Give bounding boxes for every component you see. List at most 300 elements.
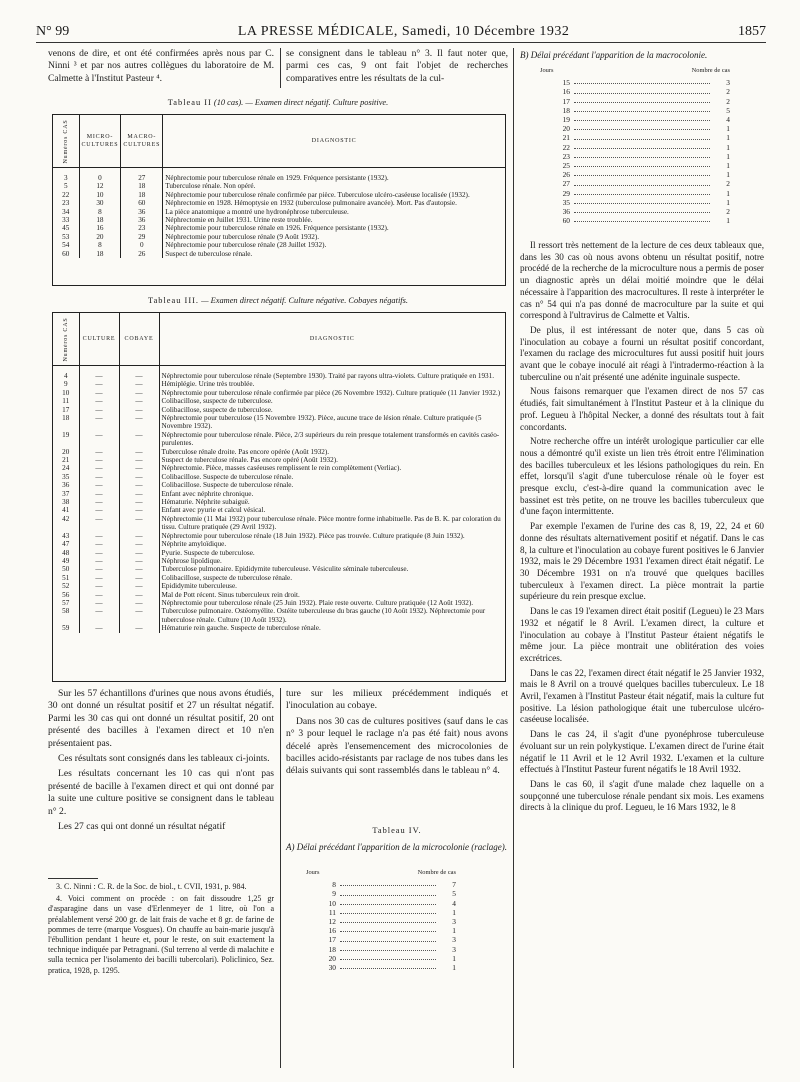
value-cell: 4 xyxy=(53,365,79,380)
list-item xyxy=(540,133,730,142)
diagnosis-cell: Mal de Pott récent. Sinus tuberculeux rein droit. xyxy=(161,590,300,599)
value-cell: 34 xyxy=(53,208,79,216)
value-cell: — xyxy=(79,506,119,514)
table-row xyxy=(53,464,505,472)
cases-value: 5 xyxy=(452,889,456,899)
column-rule xyxy=(513,48,514,1068)
table-row xyxy=(53,599,505,607)
leader-dots xyxy=(574,97,710,103)
paragraph: 3. C. Ninni : C. R. de la Soc. de biol., t. CVII, 1931, p. 984. xyxy=(56,882,247,891)
diagnosis-cell: Néphrose lipoïdique. xyxy=(161,556,222,565)
table4-a-title: A) Délai précédant l'apparition de la microcolonie (raclage). xyxy=(286,842,508,852)
diagnosis-cell: Colibacillose, suspecte de tuberculose. xyxy=(161,405,273,414)
leader-dots xyxy=(340,917,436,923)
value-cell: 18 xyxy=(79,250,121,258)
list-item xyxy=(306,908,456,917)
value-cell: 43 xyxy=(53,532,79,540)
list-item xyxy=(306,954,456,963)
table-row xyxy=(53,406,505,414)
leader-dots xyxy=(340,963,436,969)
value-cell: 10 xyxy=(53,389,79,397)
paragraph: Sur les 57 échantillons d'urines que nous avons étudiés, 30 ont donné un résultat positif et 27 un résultat négatif. Parmi les 30 cas qui ont donné un résultat positif, 20 ont présenté des bacilles à l'examen direct et 10 n'en présentaient pas. xyxy=(48,688,274,749)
value-cell: — xyxy=(79,607,119,624)
paragraph: De plus, il est intéressant de noter que, dans 5 cas où l'inoculation au cobaye a fourni un résultat positif concordant, l'examen du raclage des microcultures fut aussi positif huit jours avant que le cobaye inoculé ait réagi à l'intradermo-réaction à la tuberculine ou n'ait présenté une adénite inguinale suspecte. xyxy=(520,324,764,382)
col-cases: Nombre de cas xyxy=(691,67,730,74)
column-header: MICRO-CULTURES xyxy=(79,115,121,167)
value-cell: 53 xyxy=(53,233,79,241)
leader-dots xyxy=(574,87,710,93)
days-value: 30 xyxy=(328,963,336,973)
table-row xyxy=(53,490,505,498)
value-cell: 12 xyxy=(79,182,121,190)
paragraph: venons de dire, et ont été confirmées après nous par C. Ninni ³ et par nos autres collègues du laboratoire de M. Calmette à l'Institut Pasteur ⁴. xyxy=(48,48,274,84)
value-cell: — xyxy=(79,582,119,590)
diagnosis-cell: Néphrite amyloïdique. xyxy=(161,540,227,549)
page-number: 1857 xyxy=(738,24,766,39)
paragraph: Nous faisons remarquer que l'examen direct de nos 57 cas étudiés, fait simultanément à l'Institut Pasteur et à la clinique du prof. Legueu à l'hôpital Necker, a donné des résultats tout à fait concordants. xyxy=(520,386,764,432)
table-row xyxy=(53,241,505,249)
diagnosis-cell: Néphrectomie (11 Mai 1932) pour tuberculose rénale. Pièce montre forme inhabituelle. Pas de B. K. par coloration du tissu. Culture pratiquée (29 Avril 1932). xyxy=(161,514,501,532)
cases-value: 1 xyxy=(452,926,456,936)
leader-dots xyxy=(340,899,436,905)
list-item xyxy=(306,945,456,954)
value-cell: — xyxy=(79,414,119,431)
cases-value: 3 xyxy=(452,944,456,954)
value-cell: 60 xyxy=(121,199,163,207)
value-cell: 59 xyxy=(53,624,79,632)
value-cell: 18 xyxy=(79,216,121,224)
diagnosis-cell: Néphrectomie. Pièce, masses caséeuses remplissent le rein complètement (Verliac). xyxy=(161,464,402,473)
diagnosis-cell: Néphrectomie pour tuberculose rénale (18 Juin 1932). Pièce pas trouvée. Culture pratiquée (8 Juin 1932). xyxy=(161,531,465,540)
list-item xyxy=(540,161,730,170)
bottom-mid-text xyxy=(286,688,508,781)
value-cell: 52 xyxy=(53,582,79,590)
value-cell: — xyxy=(79,540,119,548)
cases-value: 4 xyxy=(452,898,456,908)
list-item xyxy=(306,899,456,908)
diagnosis-cell: Tuberculose pulmonaire. Ostéomyélite. Ostéite tuberculeuse du bras gauche (10 Août 1932). Néphrectomie pour tuberculose rénale. Culture (10 Août 1932). xyxy=(161,607,486,624)
table4-a-list xyxy=(306,868,456,972)
table-row xyxy=(53,557,505,565)
value-cell: — xyxy=(79,565,119,573)
column-rule xyxy=(280,688,281,1068)
value-cell: 33 xyxy=(53,216,79,224)
value-cell: — xyxy=(119,498,159,506)
list-item xyxy=(306,889,456,898)
diagnosis-cell: Colibacillose, suspecte de tuberculose. xyxy=(161,397,273,406)
leader-dots xyxy=(574,179,710,185)
footnotes xyxy=(48,882,274,978)
diagnosis-cell: Hématurie rein gauche. Suspecte de tuberculose rénale. xyxy=(161,624,321,633)
list-item xyxy=(540,216,730,225)
diagnosis-cell: Tuberculose rénale. Non opéré. xyxy=(165,182,256,191)
bottom-left-text xyxy=(48,688,274,836)
diagnosis-cell: Tuberculose pulmonaire. Epididymite tuberculeuse. Vésiculite séminale tuberculeuse. xyxy=(161,565,409,574)
leader-dots xyxy=(574,152,710,158)
cases-value: 3 xyxy=(726,78,730,88)
cases-value: 1 xyxy=(452,907,456,917)
diagnosis-cell: Néphrectomie pour tuberculose (15 Novembre 1932). Pièce, aucune trace de lésion rénale. Culture pratiquée (5 Novembre 1932). xyxy=(161,414,482,431)
value-cell: 23 xyxy=(121,224,163,232)
col-days: Jours xyxy=(540,67,554,74)
value-cell: — xyxy=(79,448,119,456)
caption-label: Tableau II xyxy=(167,98,212,107)
table4-b-title: B) Délai précédant l'apparition de la macrocolonie. xyxy=(520,50,708,60)
value-cell: — xyxy=(79,380,119,388)
value-cell: — xyxy=(79,498,119,506)
value-cell: — xyxy=(119,389,159,397)
value-cell: 60 xyxy=(53,250,79,258)
days-value: 16 xyxy=(562,87,570,97)
value-cell: 0 xyxy=(79,167,121,182)
value-cell: — xyxy=(79,365,119,380)
days-value: 8 xyxy=(332,880,336,890)
cases-value: 5 xyxy=(726,105,730,115)
value-cell: 30 xyxy=(79,199,121,207)
value-cell: — xyxy=(119,607,159,624)
value-cell: 36 xyxy=(121,208,163,216)
value-cell: — xyxy=(79,481,119,489)
caption-count: (10 cas). xyxy=(213,98,244,107)
days-value: 9 xyxy=(332,889,336,899)
days-value: 29 xyxy=(562,188,570,198)
days-value: 36 xyxy=(562,207,570,217)
value-cell: 58 xyxy=(53,607,79,624)
caption-label: Tableau IV. xyxy=(372,826,422,835)
cases-value: 2 xyxy=(726,96,730,106)
value-cell: — xyxy=(119,380,159,388)
diagnosis-cell: La pièce anatomique a montré une hydronéphrose tuberculeuse. xyxy=(165,207,349,216)
value-cell: 23 xyxy=(53,199,79,207)
diagnosis-cell: Hémiplégie. Urine très troublée. xyxy=(161,380,255,389)
days-value: 17 xyxy=(328,935,336,945)
value-cell: — xyxy=(119,464,159,472)
value-cell: — xyxy=(119,582,159,590)
column-header: DIAGNOSTIC xyxy=(159,313,505,365)
column-header: COBAYE xyxy=(119,313,159,365)
value-cell: — xyxy=(79,473,119,481)
value-cell: — xyxy=(119,599,159,607)
value-cell: 9 xyxy=(53,380,79,388)
page-header xyxy=(36,18,766,43)
value-cell: 21 xyxy=(53,456,79,464)
diagnosis-cell: Néphrectomie pour tuberculose rénale confirmée par pièce. Tuberculose ulcéro-caséeuse localisée (1932). xyxy=(165,190,470,199)
list-item xyxy=(540,106,730,115)
list-item xyxy=(540,143,730,152)
leader-dots xyxy=(340,954,436,960)
value-cell: 45 xyxy=(53,224,79,232)
value-cell: — xyxy=(119,397,159,405)
value-cell: 47 xyxy=(53,540,79,548)
table-row xyxy=(53,565,505,573)
value-cell: — xyxy=(119,406,159,414)
value-cell: — xyxy=(119,473,159,481)
days-value: 17 xyxy=(562,96,570,106)
paragraph: Ces résultats sont consignés dans les tableaux ci-joints. xyxy=(58,753,270,765)
days-value: 60 xyxy=(562,216,570,226)
value-cell: — xyxy=(119,591,159,599)
value-cell: 10 xyxy=(79,191,121,199)
table-row xyxy=(53,456,505,464)
table-row xyxy=(53,224,505,232)
caption-title: — Examen direct négatif. Culture négative. Cobayes négatifs. xyxy=(201,296,408,305)
table3 xyxy=(52,312,506,682)
list-item xyxy=(540,152,730,161)
table-row xyxy=(53,233,505,241)
top-left-text xyxy=(48,48,274,88)
leader-dots xyxy=(574,189,710,195)
diagnosis-cell: Suspect de tuberculose rénale. Pas encore opéré (Août 1932). xyxy=(161,456,338,465)
value-cell: — xyxy=(119,490,159,498)
value-cell: — xyxy=(119,540,159,548)
value-cell: 50 xyxy=(53,565,79,573)
table-row xyxy=(53,431,505,448)
table-row xyxy=(53,506,505,514)
list-item xyxy=(540,170,730,179)
paragraph: 4. Voici comment on procède : on fait dissoudre 1,25 gr d'asparagine dans un vase d'Erlenmeyer de 1 litre, où l'on a préalablement versé 200 gr. de lait frais de vache et 8 gr. de farine de pommes de terre (marque Vosgues). On chauffe au bain-marie jusqu'à l'ébullition pendant 1 heure et, pour le reste, on suit exactement la technique indiquée par Petragnani. (Sul terreno al verde di malachite e sulla tecnica per l'isolamento dei bacilli tubercolari). Policlinico, Sez. pratica, 1928, p. 1295. xyxy=(48,894,274,975)
value-cell: — xyxy=(79,599,119,607)
days-value: 19 xyxy=(562,115,570,125)
value-cell: — xyxy=(119,365,159,380)
table2 xyxy=(52,114,506,286)
table-row xyxy=(53,549,505,557)
value-cell: 41 xyxy=(53,506,79,514)
right-column-text xyxy=(520,240,764,817)
value-cell: 29 xyxy=(121,233,163,241)
footnote-rule xyxy=(48,878,98,879)
col-days: Jours xyxy=(306,869,320,876)
value-cell: 27 xyxy=(121,167,163,182)
days-value: 35 xyxy=(562,197,570,207)
days-value: 25 xyxy=(562,161,570,171)
days-value: 16 xyxy=(328,926,336,936)
list-item xyxy=(540,198,730,207)
table-row xyxy=(53,607,505,624)
table-row xyxy=(53,515,505,532)
paragraph: ture sur les milieux précédemment indiqués et l'inoculation au cobaye. xyxy=(286,688,508,712)
paragraph: Dans le cas 22, l'examen direct était négatif le 25 Janvier 1932, mais le 8 Avril on a trouvé quelques bacilles tuberculeux. Le 18 Avril, l'examen à l'Institut Pasteur était négatif, mais la culture fut positive. La lésion pathologique était une tuberculose ulcéro-caséeuse localisée. xyxy=(520,667,764,725)
table-row xyxy=(53,389,505,397)
col-cases: Nombre de cas xyxy=(417,869,456,876)
days-value: 11 xyxy=(328,907,336,917)
value-cell: 11 xyxy=(53,397,79,405)
diagnosis-cell: Néphrectomie pour tuberculose rénale. Pièce, 2/3 supérieurs du rein presque totalement transformés en cavités caséo-purulentes. xyxy=(161,430,500,448)
issue-number: N° 99 xyxy=(36,24,70,39)
leader-dots xyxy=(340,880,436,886)
days-value: 20 xyxy=(328,953,336,963)
value-cell: 36 xyxy=(121,216,163,224)
paragraph: se consignent dans le tableau n° 3. Il faut noter que, parmi ces cas, 9 ont fait l'objet de recherches comparatives entre les résultats de la cul- xyxy=(286,48,508,84)
value-cell: 3 xyxy=(53,167,79,182)
paragraph: Dans le cas 19 l'examen direct était positif (Legueu) le 23 Mars 1932 et négatif le 8 Avril. L'examen direct, la culture et l'inoculation au cobaye à l'Institut Pasteur étaient négatifs le même jour. La pièce montrait une oblitération des voies excrétrices. xyxy=(520,606,764,663)
cases-value: 1 xyxy=(726,197,730,207)
value-cell: 24 xyxy=(53,464,79,472)
diagnosis-cell: Néphrectomie en Juillet 1931. Urine reste troublée. xyxy=(165,216,313,224)
list-item xyxy=(540,124,730,133)
value-cell: — xyxy=(119,448,159,456)
paragraph: Dans le cas 60, il s'agit d'une malade chez laquelle on a soupçonné une tuberculose rénale pendant six mois. Les examens directs à la clinique du prof. Legueu, le 16 Mars 1932, le 8 xyxy=(520,778,764,813)
table-row xyxy=(53,191,505,199)
value-cell: — xyxy=(79,490,119,498)
cases-value: 1 xyxy=(726,142,730,152)
list-item xyxy=(540,87,730,96)
leader-dots xyxy=(574,207,710,213)
cases-value: 7 xyxy=(452,880,456,890)
cases-value: 1 xyxy=(726,161,730,171)
leader-dots xyxy=(574,106,710,112)
cases-value: 1 xyxy=(726,151,730,161)
value-cell: — xyxy=(119,549,159,557)
days-value: 22 xyxy=(562,142,570,152)
diagnosis-cell: Hématurie. Néphrite subaiguë. xyxy=(161,498,250,507)
diagnosis-cell: Néphrectomie pour tuberculose rénale en 1929. Fréquence persistante (1932). xyxy=(165,173,389,182)
value-cell: 49 xyxy=(53,557,79,565)
value-cell: — xyxy=(79,591,119,599)
value-cell: 22 xyxy=(53,191,79,199)
column-header: Numéros CAS xyxy=(53,313,79,365)
value-cell: — xyxy=(79,397,119,405)
cases-value: 2 xyxy=(726,87,730,97)
value-cell: — xyxy=(79,431,119,448)
caption-label: Tableau III. xyxy=(148,296,199,305)
diagnosis-cell: Enfant avec néphrite chronique. xyxy=(161,489,254,498)
paragraph: Notre recherche offre un intérêt urologique particulier car elle nous a démontré qu'il existe un lien très étroit entre l'élimination des bacilles tuberculeux et les lésions pathologiques du rein. En effet, lorsqu'il s'agit d'une tuberculose rénale où le foyer est presque exclu, c'est-à-dire quand la communication avec le bassinet est très petite, on ne trouve les bacilles tuberculeux que d'une façon intermittente. xyxy=(520,436,764,517)
table3-caption xyxy=(48,296,508,305)
table-row xyxy=(53,250,505,258)
days-value: 18 xyxy=(562,105,570,115)
value-cell: 56 xyxy=(53,591,79,599)
caption-title: — Examen direct négatif. Culture positive. xyxy=(245,98,389,107)
cases-value: 1 xyxy=(452,953,456,963)
table-row xyxy=(53,624,505,632)
value-cell: — xyxy=(79,464,119,472)
leader-dots xyxy=(574,161,710,167)
value-cell: — xyxy=(79,624,119,632)
value-cell: — xyxy=(79,406,119,414)
column-header: Numéros CAS xyxy=(53,115,79,167)
cases-value: 1 xyxy=(726,216,730,226)
paragraph: Dans le cas 24, il s'agit d'une pyonéphrose tuberculeuse évoluant sur un rein polykystique. L'examen direct de l'urine était négatif le 11 Avril et le 12 Avril 1932. L'examen et la culture effectués à l'Institut Pasteur furent négatifs le 18 Avril 1932. xyxy=(520,729,764,775)
value-cell: 8 xyxy=(79,208,121,216)
value-cell: 20 xyxy=(79,233,121,241)
list-item xyxy=(306,880,456,889)
days-value: 18 xyxy=(328,944,336,954)
table-row xyxy=(53,380,505,388)
value-cell: 37 xyxy=(53,490,79,498)
value-cell: 18 xyxy=(53,414,79,431)
leader-dots xyxy=(574,78,710,84)
column-header: MACRO-CULTURES xyxy=(121,115,163,167)
leader-dots xyxy=(574,143,710,149)
days-value: 27 xyxy=(562,179,570,189)
value-cell: — xyxy=(119,456,159,464)
table-row xyxy=(53,397,505,405)
leader-dots xyxy=(574,124,710,130)
table-row xyxy=(53,199,505,207)
list-item xyxy=(540,78,730,87)
value-cell: 18 xyxy=(121,191,163,199)
diagnosis-cell: Colibacillose. Suspecte de tuberculose rénale. xyxy=(161,472,294,481)
days-value: 10 xyxy=(328,898,336,908)
days-value: 20 xyxy=(562,124,570,134)
table-row xyxy=(53,448,505,456)
cases-value: 1 xyxy=(452,963,456,973)
value-cell: 48 xyxy=(53,549,79,557)
value-cell: 38 xyxy=(53,498,79,506)
table-row xyxy=(53,216,505,224)
value-cell: 54 xyxy=(53,241,79,249)
table4-caption xyxy=(286,826,508,835)
paragraph: Par exemple l'examen de l'urine des cas 8, 19, 22, 24 et 60 donne des résultats alternativement positif et négatif. Dans le cas 8, la culture et l'inoculation au cobaye furent positives le 6 Janvier 1932, mais le 29 Décembre 1931 l'examen direct était négatif. Le 30 Décembre 1931 on n'a trouvé que quelques bacilles tuberculeux à l'examen direct. La pièce montrait la partie supérieure du rein presque exclue. xyxy=(520,521,764,602)
table-row xyxy=(53,574,505,582)
leader-dots xyxy=(574,198,710,204)
diagnosis-cell: Tuberculose rénale droite. Pas encore opérée (Août 1932). xyxy=(161,447,330,456)
value-cell: 57 xyxy=(53,599,79,607)
table-row xyxy=(53,208,505,216)
cases-value: 2 xyxy=(726,207,730,217)
value-cell: — xyxy=(79,549,119,557)
value-cell: 18 xyxy=(121,182,163,190)
value-cell: — xyxy=(119,506,159,514)
table-row xyxy=(53,540,505,548)
column-header: DIAGNOSTIC xyxy=(163,115,505,167)
value-cell: — xyxy=(119,481,159,489)
list-item xyxy=(540,207,730,216)
table-row xyxy=(53,473,505,481)
diagnosis-cell: Suspect de tuberculose rénale. xyxy=(165,249,253,258)
cases-value: 1 xyxy=(726,124,730,134)
leader-dots xyxy=(340,908,436,914)
paragraph: Les résultats concernant les 10 cas qui n'ont pas présenté de bacille à l'examen direct et qui ont donné par la suite une culture positive se consignent dans le tableau n° 2. xyxy=(48,768,274,817)
diagnosis-cell: Epididymite tuberculeuse. xyxy=(161,582,237,591)
cases-value: 3 xyxy=(452,935,456,945)
list-item xyxy=(540,115,730,124)
diagnosis-cell: Néphrectomie en 1928. Hémoptysie en 1932 (tuberculose pulmonaire avancée). Mort. Pas d'autopsie. xyxy=(165,199,457,208)
days-value: 21 xyxy=(562,133,570,143)
table-row xyxy=(53,414,505,431)
paragraph: Il ressort très nettement de la lecture de ces deux tableaux que, dans les 30 cas où nous avons obtenu un résultat positif, notre procédé de la recherche de la microculture nous a permis de poser un diagnostic après un délai moitié moindre que le délai nécessaire à l'apparition des macrocultures. Il reste à interpréter le cas n° 54 qui n'a pas donné de macroculture par la suite et qui correspond à l'ultravirus de Calmette et Valtis. xyxy=(520,240,764,321)
list-item xyxy=(540,179,730,188)
value-cell: — xyxy=(119,532,159,540)
value-cell: — xyxy=(79,456,119,464)
list-item xyxy=(306,963,456,972)
cases-value: 3 xyxy=(452,917,456,927)
leader-dots xyxy=(574,170,710,176)
column-rule xyxy=(280,48,281,88)
list-item xyxy=(306,917,456,926)
leader-dots xyxy=(340,926,436,932)
leader-dots xyxy=(574,133,710,139)
diagnosis-cell: Colibacillose, suspecte de tuberculose rénale. xyxy=(161,573,293,582)
table-row xyxy=(53,182,505,190)
days-value: 12 xyxy=(328,917,336,927)
value-cell: 42 xyxy=(53,515,79,532)
cases-value: 1 xyxy=(726,133,730,143)
value-cell: 16 xyxy=(79,224,121,232)
value-cell: 19 xyxy=(53,431,79,448)
cases-value: 1 xyxy=(726,170,730,180)
value-cell: — xyxy=(119,624,159,632)
value-cell: — xyxy=(79,574,119,582)
value-cell: — xyxy=(79,557,119,565)
value-cell: 35 xyxy=(53,473,79,481)
leader-dots xyxy=(340,889,436,895)
list-item xyxy=(306,935,456,944)
value-cell: — xyxy=(119,431,159,448)
days-value: 26 xyxy=(562,170,570,180)
value-cell: 36 xyxy=(53,481,79,489)
diagnosis-cell: Néphrectomie pour tuberculose rénale (Septembre 1930). Traité par rayons ultra-violets. Culture pratiquée en 1931. xyxy=(161,371,495,380)
